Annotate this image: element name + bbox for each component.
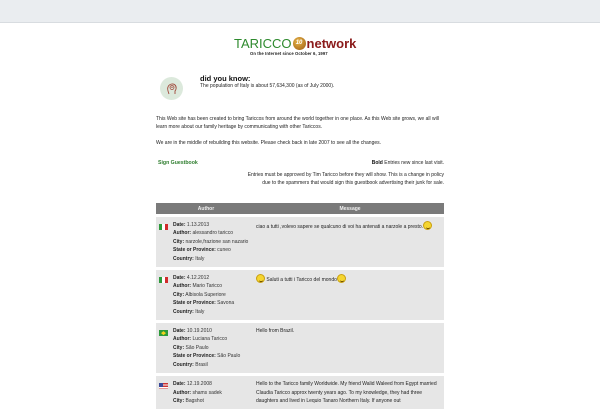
entry-message: Hello from Brazil. (256, 328, 295, 335)
did-you-know-text: The population of Italy is about 57,634,300 (as of July 2000). (200, 83, 335, 89)
intro-paragraph: This Web site has been created to bring Tariccos from around the world together in one place. As this Web site grows, we all will learn more about our family heritage by communicating with other Tariccos. (156, 116, 439, 130)
approval-policy-note: Entries must be approved by Tim Taricco before they will show. This is a change in policy due to the spammers that would sign this guestbook advertising their junk for sale. (247, 172, 444, 187)
did-you-know-title: did you know: (200, 74, 251, 83)
italy-flag-icon (159, 277, 168, 283)
logo-network-text: network (306, 36, 357, 51)
usa-flag-icon (159, 383, 168, 389)
logo-tagline: On the Internet since October 6, 1997 (250, 51, 328, 56)
taricco-network-logo[interactable] (234, 37, 366, 57)
rebuild-notice: We are in the middle of rebuilding this website. Please check back in late 2007 to see all the changes. (156, 140, 382, 146)
logo-taricco-text: TARICCO (234, 36, 292, 51)
italy-flag-icon (159, 224, 168, 230)
table-row: Date: 4.12.2012 Author: Mario Taricco City: Albisola Superiore State or Province: Savona Country: Italy Saluti a tutti i Taricco del mondo (156, 270, 444, 320)
smiley-icon (337, 274, 346, 283)
table-row: Date: 10.19.2010 Author: Luciana Taricco City: São Paulo State or Province: São Paulo Country: Brasil Hello from Brazil. (156, 323, 444, 373)
table-row: Date: 1.13.2013 Author: alessandro taricco City: narzole,frazione san nazario State or Province: cuneo Country: Italy ciao a tutti ,volevo sapere se qualcuno di voi ha antenati a narzole a presto. (156, 217, 444, 267)
table-row: Date: 12.19.2008 Author: shams sadek City: Bagshot Hello to the Taricco family Worldwide. My friend Walid Waleed from Egypt married Claudia Taricco approx twenty years ago. To my knowledge, they had three daughters and lived in Lequio Tanaro Northern Italy. If anyone out (156, 376, 444, 409)
head-brain-icon (160, 77, 183, 100)
sign-guestbook-link[interactable]: Sign Guestbook (158, 160, 198, 166)
brazil-flag-icon (159, 330, 168, 336)
column-header-message: Message (339, 205, 361, 212)
anniversary-badge-icon: 10 (293, 37, 306, 50)
browser-top-bar (0, 0, 600, 23)
entry-message: Hello to the Taricco family Worldwide. My friend Walid Waleed from Egypt married Claudia Taricco approx twenty years ago. To my knowledge, they had three daughters and lived in Lequio Tanaro Northern Italy. If anyone out (256, 381, 437, 404)
guestbook-table (156, 203, 444, 409)
smiley-icon (423, 221, 432, 230)
entry-message: Saluti a tutti i Taricco del mondo (256, 274, 444, 316)
table-header (156, 203, 444, 214)
smiley-icon (256, 274, 265, 283)
entry-message: ciao a tutti ,volevo sapere se qualcuno di voi ha antenati a narzole a presto. (256, 221, 444, 263)
column-header-author: Author (197, 205, 215, 212)
bold-entries-legend: Bold Entries new since last visit. (371, 160, 444, 166)
